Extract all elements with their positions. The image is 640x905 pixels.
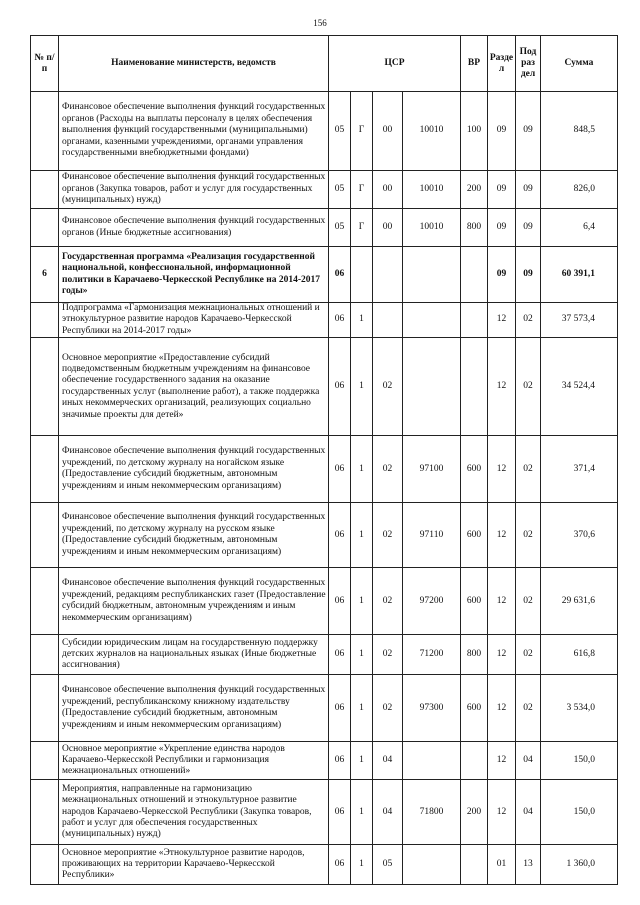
- row-podrazdel: 13: [516, 845, 541, 885]
- row-podrazdel: 02: [516, 503, 541, 568]
- row-razdel: 12: [488, 675, 516, 742]
- row-name: Основное мероприятие «Укрепление единства народов Карачаево-Черкесской Республики и гармонизация межнациональных отношений»: [59, 742, 329, 780]
- csr-part1: 06: [329, 845, 351, 885]
- csr-part1: 05: [329, 92, 351, 171]
- row-razdel: 09: [488, 209, 516, 247]
- csr-part4: [403, 247, 461, 303]
- row-number: [31, 303, 59, 338]
- csr-part3: [373, 247, 403, 303]
- csr-part3: 02: [373, 675, 403, 742]
- row-podrazdel: 02: [516, 338, 541, 436]
- table-row: [31, 209, 618, 247]
- row-number: [31, 92, 59, 171]
- row-vr: [461, 742, 488, 780]
- csr-part2: 1: [351, 338, 373, 436]
- csr-part1: 06: [329, 635, 351, 675]
- csr-part3: 02: [373, 568, 403, 635]
- row-vr: [461, 845, 488, 885]
- csr-part3: 00: [373, 171, 403, 209]
- csr-part4: 97200: [403, 568, 461, 635]
- page-number: 156: [313, 18, 327, 28]
- csr-part4: 10010: [403, 171, 461, 209]
- header-name: Наименование министерств, ведомств: [59, 36, 329, 92]
- table-row: [31, 635, 618, 675]
- row-number: [31, 209, 59, 247]
- csr-part2: 1: [351, 675, 373, 742]
- header-summa: Сумма: [541, 36, 618, 92]
- row-vr: [461, 338, 488, 436]
- table-row: [31, 436, 618, 503]
- row-podrazdel: 09: [516, 171, 541, 209]
- csr-part3: 02: [373, 338, 403, 436]
- table-header-row: [31, 36, 618, 92]
- row-vr: 800: [461, 635, 488, 675]
- csr-part4: [403, 742, 461, 780]
- table-row: [31, 303, 618, 338]
- csr-part1: 06: [329, 780, 351, 845]
- csr-part1: 06: [329, 675, 351, 742]
- row-sum: 616,8: [541, 635, 618, 675]
- row-name: Финансовое обеспечение выполнения функций государственных учреждений, редакциям республиканских газет (Предоставление субсидий бюджетным, автономным учреждениям и иным некоммерческим организациям): [59, 568, 329, 635]
- row-razdel: 12: [488, 742, 516, 780]
- row-podrazdel: 09: [516, 247, 541, 303]
- csr-part2: Г: [351, 209, 373, 247]
- csr-part4: 97100: [403, 436, 461, 503]
- csr-part4: 10010: [403, 92, 461, 171]
- row-sum: 150,0: [541, 742, 618, 780]
- row-number: [31, 503, 59, 568]
- row-podrazdel: 02: [516, 675, 541, 742]
- table-body: [31, 92, 618, 885]
- csr-part4: 10010: [403, 209, 461, 247]
- csr-part1: 06: [329, 503, 351, 568]
- csr-part4: [403, 845, 461, 885]
- row-number: [31, 568, 59, 635]
- row-razdel: 09: [488, 247, 516, 303]
- row-sum: 371,4: [541, 436, 618, 503]
- budget-table: [30, 35, 618, 885]
- row-podrazdel: 02: [516, 568, 541, 635]
- row-name: Государственная программа «Реализация государственной национальной, конфессиональной, информационной политики в Карачаево-Черкесской Республике на 2014-2017 годы»: [59, 247, 329, 303]
- table-row: [31, 845, 618, 885]
- row-vr: [461, 303, 488, 338]
- csr-part2: 1: [351, 845, 373, 885]
- row-number: [31, 742, 59, 780]
- csr-part4: 97110: [403, 503, 461, 568]
- row-vr: 200: [461, 171, 488, 209]
- csr-part2: 1: [351, 780, 373, 845]
- csr-part1: 06: [329, 303, 351, 338]
- row-number: [31, 338, 59, 436]
- row-razdel: 12: [488, 568, 516, 635]
- table-row: [31, 338, 618, 436]
- row-sum: 34 524,4: [541, 338, 618, 436]
- row-vr: 100: [461, 92, 488, 171]
- row-razdel: 12: [488, 436, 516, 503]
- row-name: Мероприятия, направленные на гармонизацию межнациональных отношений и этнокультурное развитие народов Карачаево-Черкесской Республики (Закупка товаров, работ и услуг для обеспечения государственных (муниципальных) нужд): [59, 780, 329, 845]
- table-row: [31, 780, 618, 845]
- row-razdel: 12: [488, 338, 516, 436]
- row-podrazdel: 04: [516, 742, 541, 780]
- row-razdel: 09: [488, 171, 516, 209]
- row-name: Субсидии юридическим лицам на государственную поддержку детских журналов на национальных языках (Иные бюджетные ассигнования): [59, 635, 329, 675]
- csr-part2: Г: [351, 171, 373, 209]
- row-name: Финансовое обеспечение выполнения функций государственных органов (Расходы на выплаты персоналу в целях обеспечения выполнения функций государственными (муниципальными) органами, казенными учреждениями, органами управления государственными внебюджетными фондами): [59, 92, 329, 171]
- row-vr: 600: [461, 436, 488, 503]
- csr-part1: 06: [329, 338, 351, 436]
- csr-part3: 04: [373, 780, 403, 845]
- row-sum: 370,6: [541, 503, 618, 568]
- csr-part2: Г: [351, 92, 373, 171]
- csr-part2: 1: [351, 503, 373, 568]
- csr-part3: 02: [373, 635, 403, 675]
- row-vr: [461, 247, 488, 303]
- csr-part4: [403, 303, 461, 338]
- row-vr: 800: [461, 209, 488, 247]
- row-name: Финансовое обеспечение выполнения функций государственных учреждений, республиканскому книжному издательству (Предоставление субсидий бюджетным, автономным учреждениям и иным некоммерческим организациям): [59, 675, 329, 742]
- header-podrazdel: Под раз дел: [516, 36, 541, 92]
- table-row: [31, 503, 618, 568]
- row-vr: 600: [461, 503, 488, 568]
- csr-part4: 71200: [403, 635, 461, 675]
- csr-part2: 1: [351, 436, 373, 503]
- row-razdel: 12: [488, 635, 516, 675]
- csr-part1: 06: [329, 568, 351, 635]
- csr-part2: 1: [351, 635, 373, 675]
- row-number: 6: [31, 247, 59, 303]
- row-name: Финансовое обеспечение выполнения функций государственных органов (Иные бюджетные ассигнования): [59, 209, 329, 247]
- csr-part2: 1: [351, 568, 373, 635]
- row-vr: 200: [461, 780, 488, 845]
- row-number: [31, 780, 59, 845]
- csr-part2: 1: [351, 303, 373, 338]
- csr-part4: 71800: [403, 780, 461, 845]
- table-row: [31, 742, 618, 780]
- table-row: [31, 568, 618, 635]
- csr-part3: 00: [373, 209, 403, 247]
- table-row: [31, 247, 618, 303]
- row-name: Финансовое обеспечение выполнения функций государственных органов (Закупка товаров, работ и услуг для государственных (муниципальных) нужд): [59, 171, 329, 209]
- row-name: Финансовое обеспечение выполнения функций государственных учреждений, по детскому журналу на ногайском языке (Предоставление субсидий бюджетным, автономным учреждениям и иным некоммерческим организациям): [59, 436, 329, 503]
- row-sum: 1 360,0: [541, 845, 618, 885]
- row-number: [31, 635, 59, 675]
- csr-part1: 06: [329, 436, 351, 503]
- csr-part3: 02: [373, 436, 403, 503]
- csr-part3: 05: [373, 845, 403, 885]
- csr-part2: 1: [351, 742, 373, 780]
- row-razdel: 12: [488, 303, 516, 338]
- row-number: [31, 675, 59, 742]
- csr-part3: 02: [373, 503, 403, 568]
- row-sum: 3 534,0: [541, 675, 618, 742]
- header-razdel: Разде л: [488, 36, 516, 92]
- row-name: Основное мероприятие «Этнокультурное развитие народов, проживающих на территории Карачаево-Черкесской Республики»: [59, 845, 329, 885]
- row-razdel: 12: [488, 503, 516, 568]
- row-number: [31, 845, 59, 885]
- csr-part3: 04: [373, 742, 403, 780]
- row-podrazdel: 04: [516, 780, 541, 845]
- row-name: Основное мероприятие «Предоставление субсидий подведомственным бюджетным учреждениям на финансовое обеспечение государственного задания на оказание государственных услуг (выполнение работ), а также поддержка иных некоммерческих организаций, реализующих социально значимые проекты для детей»: [59, 338, 329, 436]
- header-vr: ВР: [461, 36, 488, 92]
- row-vr: 600: [461, 675, 488, 742]
- row-sum: 150,0: [541, 780, 618, 845]
- row-sum: 37 573,4: [541, 303, 618, 338]
- table-row: [31, 675, 618, 742]
- row-podrazdel: 09: [516, 92, 541, 171]
- row-razdel: 09: [488, 92, 516, 171]
- header-csr: ЦСР: [329, 36, 461, 92]
- csr-part1: 05: [329, 209, 351, 247]
- csr-part3: 00: [373, 92, 403, 171]
- row-podrazdel: 02: [516, 436, 541, 503]
- table-row: [31, 92, 618, 171]
- row-razdel: 12: [488, 780, 516, 845]
- row-podrazdel: 02: [516, 303, 541, 338]
- header-num: № п/п: [31, 36, 59, 92]
- row-podrazdel: 09: [516, 209, 541, 247]
- row-sum: 60 391,1: [541, 247, 618, 303]
- row-sum: 29 631,6: [541, 568, 618, 635]
- csr-part1: 06: [329, 247, 351, 303]
- row-podrazdel: 02: [516, 635, 541, 675]
- csr-part4: [403, 338, 461, 436]
- row-sum: 826,0: [541, 171, 618, 209]
- csr-part3: [373, 303, 403, 338]
- row-sum: 6,4: [541, 209, 618, 247]
- csr-part2: [351, 247, 373, 303]
- csr-part1: 05: [329, 171, 351, 209]
- row-sum: 848,5: [541, 92, 618, 171]
- row-razdel: 01: [488, 845, 516, 885]
- table-row: [31, 171, 618, 209]
- csr-part1: 06: [329, 742, 351, 780]
- row-number: [31, 436, 59, 503]
- row-name: Финансовое обеспечение выполнения функций государственных учреждений, по детскому журналу на русском языке (Предоставление субсидий бюджетным, автономным учреждениям и иным некоммерческим организациям): [59, 503, 329, 568]
- row-name: Подпрограмма «Гармонизация межнациональных отношений и этнокультурное развитие народов Карачаево-Черкесской Республики на 2014-2017 годы»: [59, 303, 329, 338]
- csr-part4: 97300: [403, 675, 461, 742]
- row-vr: 600: [461, 568, 488, 635]
- row-number: [31, 171, 59, 209]
